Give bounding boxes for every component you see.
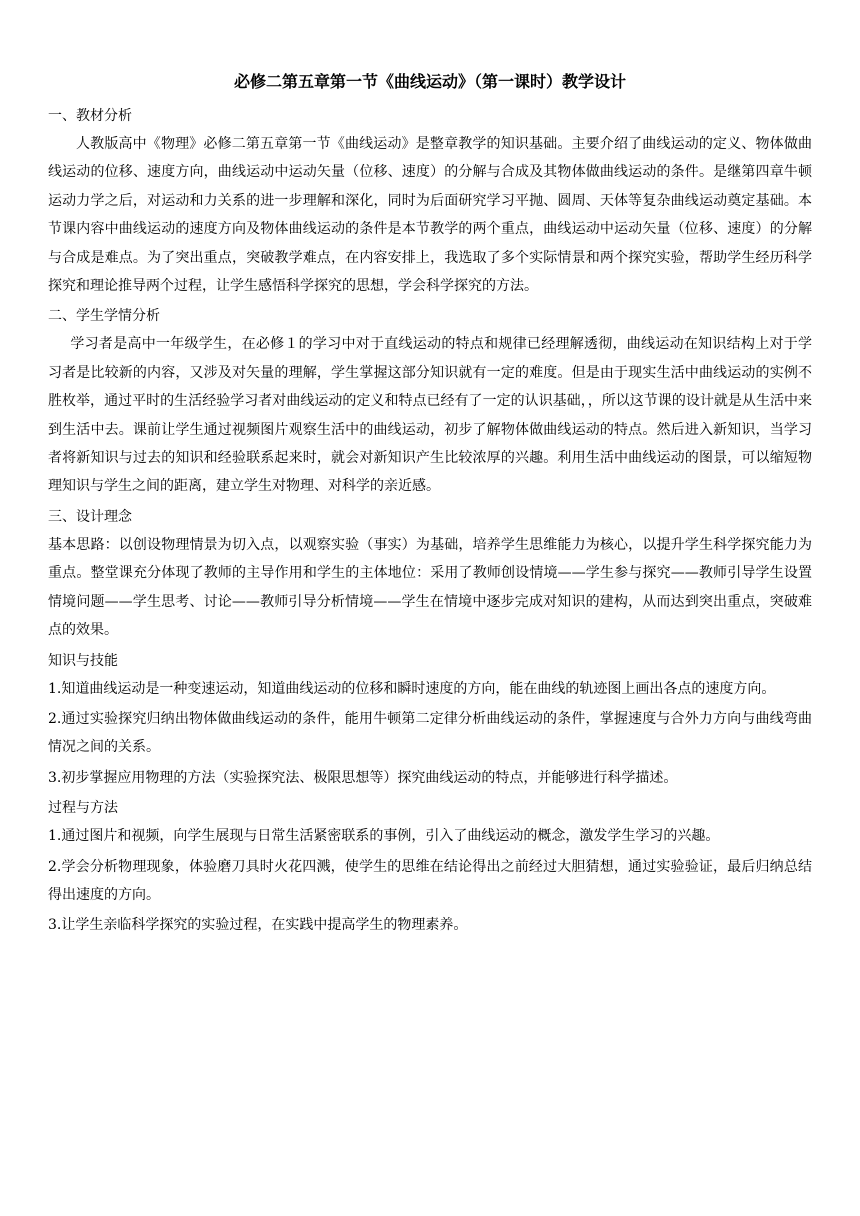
paragraph-textbook-analysis: 人教版高中《物理》必修二第五章第一节《曲线运动》是整章教学的知识基础。主要介绍了曲线运动的定义、物体做曲线运动的位移、速度方向，曲线运动中运动矢量（位移、速度）的分解与合成及其物体做曲线运动的条件。是继第四章牛顿运动力学之后，对运动和力关系的进一步理解和深化，同时为后面研究学习平抛、圆周、天体等复杂曲线运动奠定基础。本节课内容中曲线运动的速度方向及物体曲线运动的条件是本节教学的两个重点，曲线运动中运动矢量（位移、速度）的分解与合成是难点。为了突出重点，突破教学难点，在内容安排上，我选取了多个实际情景和两个探究实验，帮助学生经历科学探究和理论推导两个过程，让学生感悟科学探究的思想，学会科学探究的方法。 — [48, 136, 812, 295]
list-item-process-2: 2.学会分析物理现象，体验磨刀具时火花四溅，使学生的思维在结论得出之前经过大胆猜想，通过实验验证，最后归纳总结得出速度的方向。 — [48, 858, 812, 903]
section-heading-textbook-analysis: 一、教材分析 — [48, 108, 132, 124]
list-item-process-1: 1.通过图片和视频，向学生展现与日常生活紧密联系的事例，引入了曲线运动的概念，激发学生学习的兴趣。 — [48, 828, 720, 845]
list-item-knowledge-1: 1.知道曲线运动是一种变速运动，知道曲线运动的位移和瞬时速度的方向，能在曲线的轨迹图上画出各点的速度方向。 — [48, 680, 776, 697]
list-item-knowledge-3: 3.初步掌握应用物理的方法（实验探究法、极限思想等）探究曲线运动的特点，并能够进行科学描述。 — [48, 769, 678, 786]
paragraph-student-analysis: 学习者是高中一年级学生，在必修１的学习中对于直线运动的特点和规律已经理解透彻，曲线运动在知识结构上对于学习者是比较新的内容，又涉及对矢量的理解，学生掌握这部分知识就有一定的难度。但是由于现实生活中曲线运动的实例不胜枚举，通过平时的生活经验学习者对曲线运动的定义和特点已经有了一定的认识基础，，所以这节课的设计就是从生活中来到生活中去。课前让学生通过视频图片观察生活中的曲线运动，初步了解物体做曲线运动的特点。然后进入新知识，当学习者将新知识与过去的知识和经验联系起来时，就会对新知识产生比较浓厚的兴趣。利用生活中曲线运动的图景，可以缩短物理知识与学生之间的距离，建立学生对物理、对科学的亲近感。 — [48, 336, 812, 495]
document-page — [48, 62, 812, 942]
list-item-knowledge-2: 2.通过实验探究归纳出物体做曲线运动的条件，能用牛顿第二定律分析曲线运动的条件，掌握速度与合外力方向与曲线弯曲情况之间的关系。 — [48, 710, 812, 756]
section-heading-design-concept: 三、设计理念 — [48, 508, 132, 525]
paragraph-design-concept: 基本思路：以创设物理情景为切入点，以观察实验（事实）为基础，培养学生思维能力为核心，以提升学生科学探究能力为重点。整堂课充分体现了教师的主导作用和学生的主体地位：采用了教师创设情境——学生参与探究——教师引导学生设置情境问题——学生思考、讨论——教师引导分析情境——学生在情境中逐步完成对知识的建构，从而达到突出重点，突破难点的效果。 — [48, 536, 812, 639]
list-item-process-3: 3.让学生亲临科学探究的实验过程，在实践中提高学生的物理素养。 — [48, 917, 468, 934]
subheading-knowledge-skills: 知识与技能 — [48, 652, 118, 669]
section-heading-student-analysis: 二、学生学情分析 — [48, 308, 160, 325]
subheading-process-methods: 过程与方法 — [48, 800, 118, 817]
document-title: 必修二第五章第一节《曲线运动》（第一课时）教学设计 — [233, 72, 626, 91]
